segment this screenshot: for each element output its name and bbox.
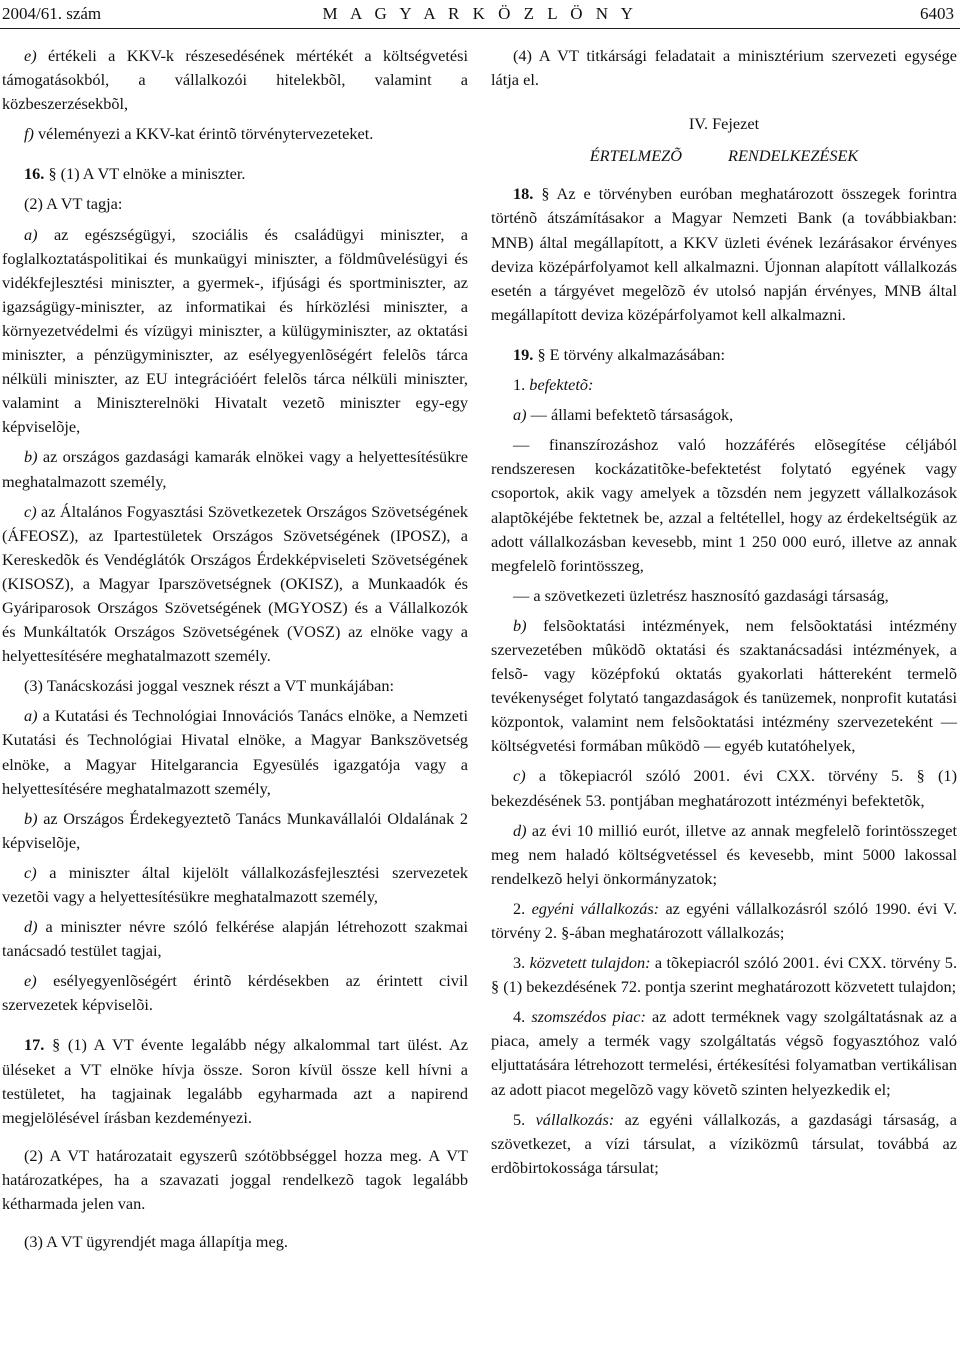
section-17-4: (4) A VT titkársági feladatait a minisztérium szervezeti egysége látja el. <box>491 46 957 90</box>
page-number: 6403 <box>920 4 954 23</box>
right-column <box>491 44 957 1186</box>
chapter-title: ÉRTELMEZÕ RENDELKEZÉSEK <box>589 146 859 166</box>
paragraph-f: f) véleményezi a KKV-kat érintõ törvénytervezeteket. <box>24 124 374 144</box>
section-17-2: (2) A VT határozatait egyszerû szótöbbséggel hozza meg. A VT határozatképes, ha a szavazati joggal rendelkezõ tagok legalább kétharmada jelen van. <box>2 1145 468 1214</box>
section-16-3b: b) az Országos Érdekegyeztetõ Tanács Munkavállalói Oldalának 2 képviselõje, <box>2 808 468 852</box>
page-header <box>0 2 960 29</box>
definition-1a-2: — finanszírozáshoz való hozzáférés elõsegítése céljából rendszeresen kockázatitõke-befektetést folytató egyének vagy csoportok, akik vagy amelyek a tõzsdén nem jegyzett vállalkozások alaptõkéjébe fektetnek be, azzal a feltétellel, hogy az érdekeltségük az adott vállalkozásban kevesebb, mint 1 250 000 euró, illetve az annak megfelelõ forintösszeg, <box>491 435 957 575</box>
section-16-2b: b) az országos gazdasági kamarák elnökei vagy a helyettesítésükre meghatalmazott személy, <box>2 447 468 491</box>
section-16-2a: a) az egészségügyi, szociális és családügyi miniszter, a foglalkoztatáspolitikai és munkaügyi miniszter, a földmûvelésügyi és vidékfejlesztési miniszter, a gyermek-, ifjúsági és sportminiszter, az igazságügy-miniszter, az informatikai és hírközlési miniszter, a környezetvédelmi és vízügyi miniszter, a külügyminiszter, az oktatási miniszter, a pénzügyminiszter, az esélyegyenlõségért felelõs tárca nélküli miniszter, az EU integrációért felelõs tárca nélküli miniszter, valamint a Miniszterelnöki Hivatalt vezetõ miniszter egy-egy képviselõje, <box>2 224 468 437</box>
definition-2: 2. egyéni vállalkozás: az egyéni vállalkozásról szóló 1990. évi V. törvény 2. §-ában meghatározott vállalkozás; <box>491 898 958 942</box>
left-column <box>2 44 468 1260</box>
section-16-3: (3) Tanácskozási joggal vesznek részt a VT munkájában: <box>24 676 395 696</box>
definition-1a-3: — a szövetkezeti üzletrész hasznosító gazdasági társaság, <box>513 585 889 605</box>
definition-1d: d) az évi 10 millió eurót, illetve az annak megfelelõ forintösszeget meg nem haladó költségvetéssel és kevesebb, mint 5000 lakossal rendelkezõ helyi önkormányzatok; <box>491 820 957 888</box>
section-17-1: 17. § (1) A VT évente legalább négy alkalommal tart ülést. Az üléseket a VT elnöke hívja össze. Soron kívül össze kell hívni a testületet, ha tagjainak legalább egyharmada azt a napirend megjelölésével írásban kezdeményezi. <box>2 1035 468 1127</box>
section-16-3a: a) a Kutatási és Technológiai Innovációs Tanács elnöke, a Nemzeti Kutatási és Technológiai Hivatal elnöke, a Magyar Bankszövetség elnöke, a Magyar Hitelgarancia Egyesülés igazgatója vagy a helyettesítésére meghatalmazott személy, <box>2 706 468 798</box>
section-16-1: 16. § (1) A VT elnöke a miniszter. <box>24 164 246 184</box>
section-16-3c: c) a miniszter által kijelölt vállalkozásfejlesztési szervezetek vezetõi vagy a helyettesítésükre meghatalmazott személy, <box>2 862 468 906</box>
definition-4: 4. szomszédos piac: az adott terméknek vagy szolgáltatásnak az a piaca, amely a termék vagy szolgáltatás végsõ fogyasztóhoz való eljuttatására létrehozott termelési, értékesítési folyamatban vertikálisan az adott piacot megelõzõ vagy követõ szinten helyezkedik el; <box>491 1007 958 1099</box>
issue-number: 2004/61. szám <box>2 4 102 23</box>
definition-3: 3. közvetett tulajdon: a tõkepiacról szóló 2001. évi CXX. törvény 5. § (1) bekezdésének 72. pontja szerint meghatározott közvetett tulajdon; <box>491 953 958 997</box>
section-16-2: (2) A VT tagja: <box>24 194 123 214</box>
section-17-3: (3) A VT ügyrendjét maga állapítja meg. <box>24 1232 288 1252</box>
section-16-3d: d) a miniszter névre szóló felkérése alapján létrehozott szakmai tanácsadó testület tagjai, <box>2 917 468 961</box>
definition-1: 1. befektetõ: <box>513 375 594 395</box>
section-19: 19. § E törvény alkalmazásában: <box>513 344 726 364</box>
journal-title: M A G Y A R K Ö Z L Ö N Y <box>322 4 638 23</box>
definition-1b: b) felsõoktatási intézmények, nem felsõoktatási intézmény szervezetében mûködõ oktatási és szaktanácsadási intézmények, a felsõ- vagy középfokú oktatás gyakorlati háttereként termelõ tevékenységet folytató tangazdaságok és tanüzemek, nonprofit kutatási központok, valamint nem felsõoktatási intézmény szervezeteként — költségvetési formában mûködõ — egyéb kutatóhelyek, <box>491 615 958 756</box>
section-16-3e: e) esélyegyenlõségért érintõ kérdésekben az érintett civil szervezetek képviselõi. <box>2 971 468 1015</box>
section-16-2c: c) az Általános Fogyasztási Szövetkezetek Országos Szövetségének (ÁFEOSZ), az Ipartestületek Országos Szövetségének (IPOSZ), a Kereskedõk és Vendéglátók Országos Érdekképviseleti Szövetségének (KISOSZ), a Magyar Iparszövetségnek (OKISZ), a Munkaadók és Gyáriparosok Országos Szövetségének (MGYOSZ) és a Vállalkozók és Munkáltatók Országos Szövetségének (VOSZ) az elnöke vagy a helyettesítésére meghatalmazott személy. <box>2 501 468 666</box>
paragraph-e: e) értékeli a KKV-k részesedésének mértékét a költségvetési támogatásokból, a vállalkozói hitelekbõl, valamint a közbeszerzésekbõl, <box>2 46 468 114</box>
definition-1a: a) — állami befektetõ társaságok, <box>513 405 734 425</box>
definition-5: 5. vállalkozás: az egyéni vállalkozás, a gazdasági társaság, a szövetkezet, a vízi társulat, a víziközmû társulat, továbbá az erdõbirtokossága társulat; <box>491 1109 958 1177</box>
definition-1c: c) a tõkepiacról szóló 2001. évi CXX. törvény 5. § (1) bekezdésének 53. pontjában meghatározott intézményi befektetõk, <box>491 766 957 810</box>
chapter-heading: IV. Fejezet <box>688 114 760 134</box>
section-18: 18. § Az e törvényben euróban meghatározott összegek forintra történõ átszámításakor a Magyar Nemzeti Bank (a továbbiakban: MNB) által megállapított, a KKV üzleti évének lezárásakor érvényes deviza középárfolyamot kell alkalmazni. Újonnan alapított vállalkozás esetén a tárgyévet megelõzõ év utolsó napján érvényes, MNB által megállapított deviza középárfolyamot kell alkalmazni. <box>491 184 958 324</box>
